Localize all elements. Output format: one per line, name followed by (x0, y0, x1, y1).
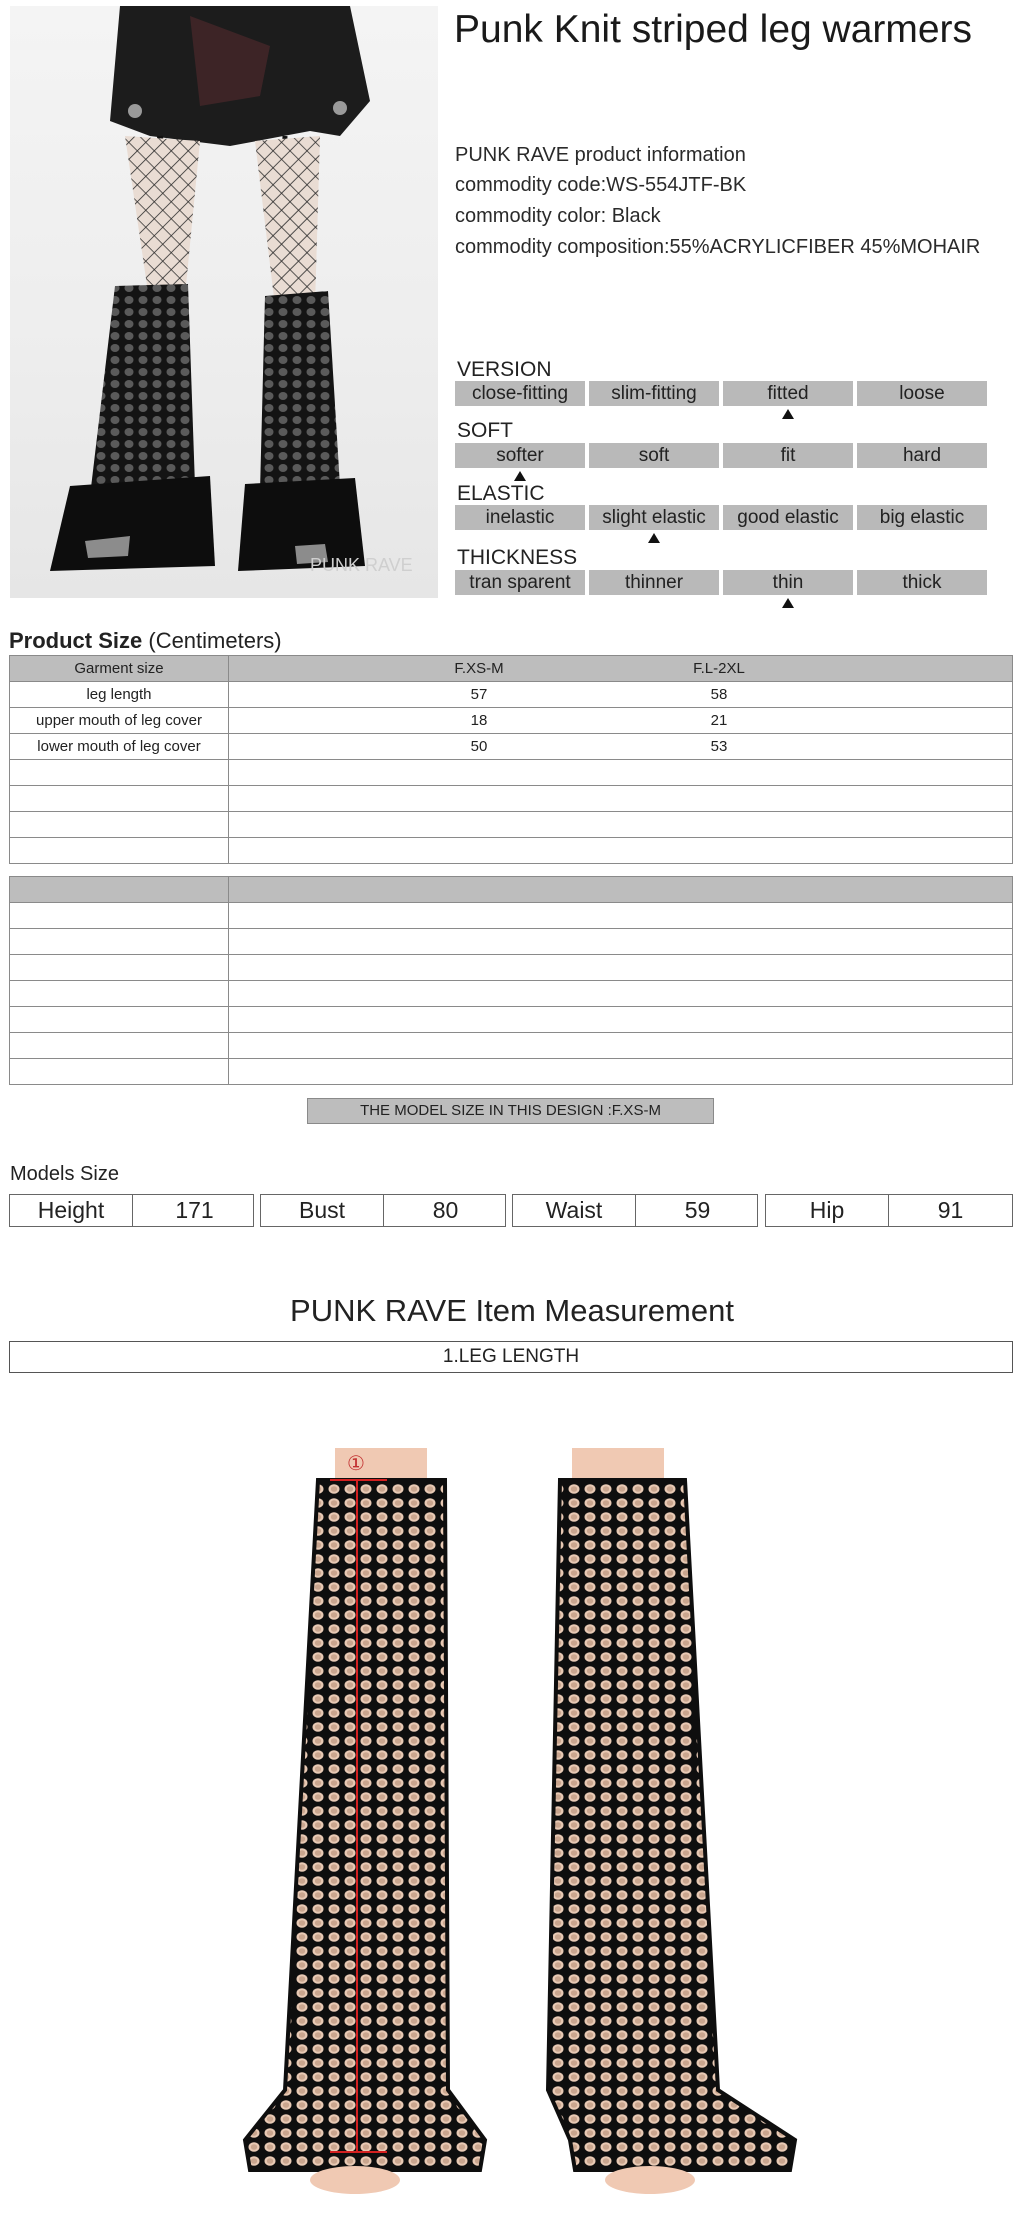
product-photo (10, 6, 438, 598)
table-row (10, 708, 1013, 734)
soft-option: softer (455, 443, 585, 468)
header-garment-size: Garment size (10, 656, 229, 682)
thickness-option: thick (857, 570, 987, 595)
commodity-composition: commodity composition:55%ACRYLICFIBER 45%MOHAIR (455, 236, 981, 258)
row-value: 57 (470, 686, 488, 703)
product-size-unit: (Centimeters) (142, 628, 282, 653)
row-label: upper mouth of leg cover (10, 708, 229, 734)
table-row-empty (10, 981, 1013, 1007)
measurement-photo (230, 1440, 810, 2210)
soft-scale (455, 443, 988, 468)
thickness-title: THICKNESS (457, 546, 578, 569)
row-label: lower mouth of leg cover (10, 734, 229, 760)
table-row-empty (10, 903, 1013, 929)
model-bust-box (260, 1194, 506, 1227)
soft-option: soft (589, 443, 719, 468)
row-label: leg length (10, 682, 229, 708)
table-row-empty (10, 786, 1013, 812)
row-value: 18 (470, 712, 488, 729)
elastic-option: big elastic (857, 505, 987, 530)
soft-option: fit (723, 443, 853, 468)
commodity-color: commodity color: Black (455, 205, 661, 227)
table-row (10, 682, 1013, 708)
model-waist-box (512, 1194, 758, 1227)
leg-warmers-illustration (230, 1440, 810, 2210)
version-option: slim-fitting (589, 381, 719, 406)
table-row-empty (10, 929, 1013, 955)
table-row (10, 734, 1013, 760)
version-option: close-fitting (455, 381, 585, 406)
version-title: VERSION (457, 358, 552, 381)
row-value: 21 (710, 712, 728, 729)
size-table (9, 655, 1013, 864)
elastic-option: good elastic (723, 505, 853, 530)
model-waist-label: Waist (513, 1195, 636, 1226)
model-bust-label: Bust (261, 1195, 384, 1226)
thickness-marker (782, 598, 794, 608)
elastic-marker (648, 533, 660, 543)
thickness-option: tran sparent (455, 570, 585, 595)
model-height-value: 171 (175, 1197, 214, 1223)
models-size-title: Models Size (10, 1163, 119, 1185)
soft-marker (514, 471, 526, 481)
version-option: fitted (723, 381, 853, 406)
elastic-option: slight elastic (589, 505, 719, 530)
thickness-option: thinner (589, 570, 719, 595)
version-scale (455, 381, 988, 406)
blank-table-header (10, 877, 1013, 903)
product-size-heading (9, 628, 282, 654)
model-bust-value: 80 (432, 1197, 459, 1223)
model-height-box (9, 1194, 254, 1227)
table-row-empty (10, 1059, 1013, 1085)
table-row-empty (10, 812, 1013, 838)
model-legs-illustration (10, 6, 438, 598)
leg-length-label: 1.LEG LENGTH (9, 1341, 1013, 1373)
header-size-1: F.XS-M (454, 660, 504, 677)
elastic-scale (455, 505, 988, 530)
soft-option: hard (857, 443, 987, 468)
table-row-empty (10, 955, 1013, 981)
table-row-empty (10, 1033, 1013, 1059)
thickness-option: thin (723, 570, 853, 595)
table-row-empty (10, 760, 1013, 786)
header-size-2: F.L-2XL (693, 660, 745, 677)
version-option: loose (857, 381, 987, 406)
table-row-empty (10, 1007, 1013, 1033)
thickness-scale (455, 570, 988, 595)
measurement-title: PUNK RAVE Item Measurement (290, 1293, 734, 1328)
commodity-code: commodity code:WS-554JTF-BK (455, 174, 747, 196)
size-table-header (10, 656, 1013, 682)
row-value: 53 (710, 738, 728, 755)
model-hip-label: Hip (766, 1195, 889, 1226)
elastic-option: inelastic (455, 505, 585, 530)
product-title: Punk Knit striped leg warmers (454, 8, 973, 51)
row-value: 50 (470, 738, 488, 755)
model-hip-value: 91 (937, 1197, 964, 1223)
product-size-label: Product Size (9, 628, 143, 653)
model-hip-box (765, 1194, 1013, 1227)
row-value: 58 (710, 686, 728, 703)
info-header: PUNK RAVE product information (455, 144, 746, 166)
soft-title: SOFT (457, 419, 513, 442)
elastic-title: ELASTIC (457, 482, 545, 505)
model-height-label: Height (10, 1195, 133, 1226)
measure-marker-label: ① (347, 1451, 365, 1475)
watermark-text: PUNK RAVE (310, 555, 413, 575)
version-marker (782, 409, 794, 419)
blank-table (9, 876, 1013, 1085)
table-row-empty (10, 838, 1013, 864)
model-waist-value: 59 (684, 1197, 711, 1223)
model-size-banner: THE MODEL SIZE IN THIS DESIGN :F.XS-M (307, 1098, 714, 1124)
